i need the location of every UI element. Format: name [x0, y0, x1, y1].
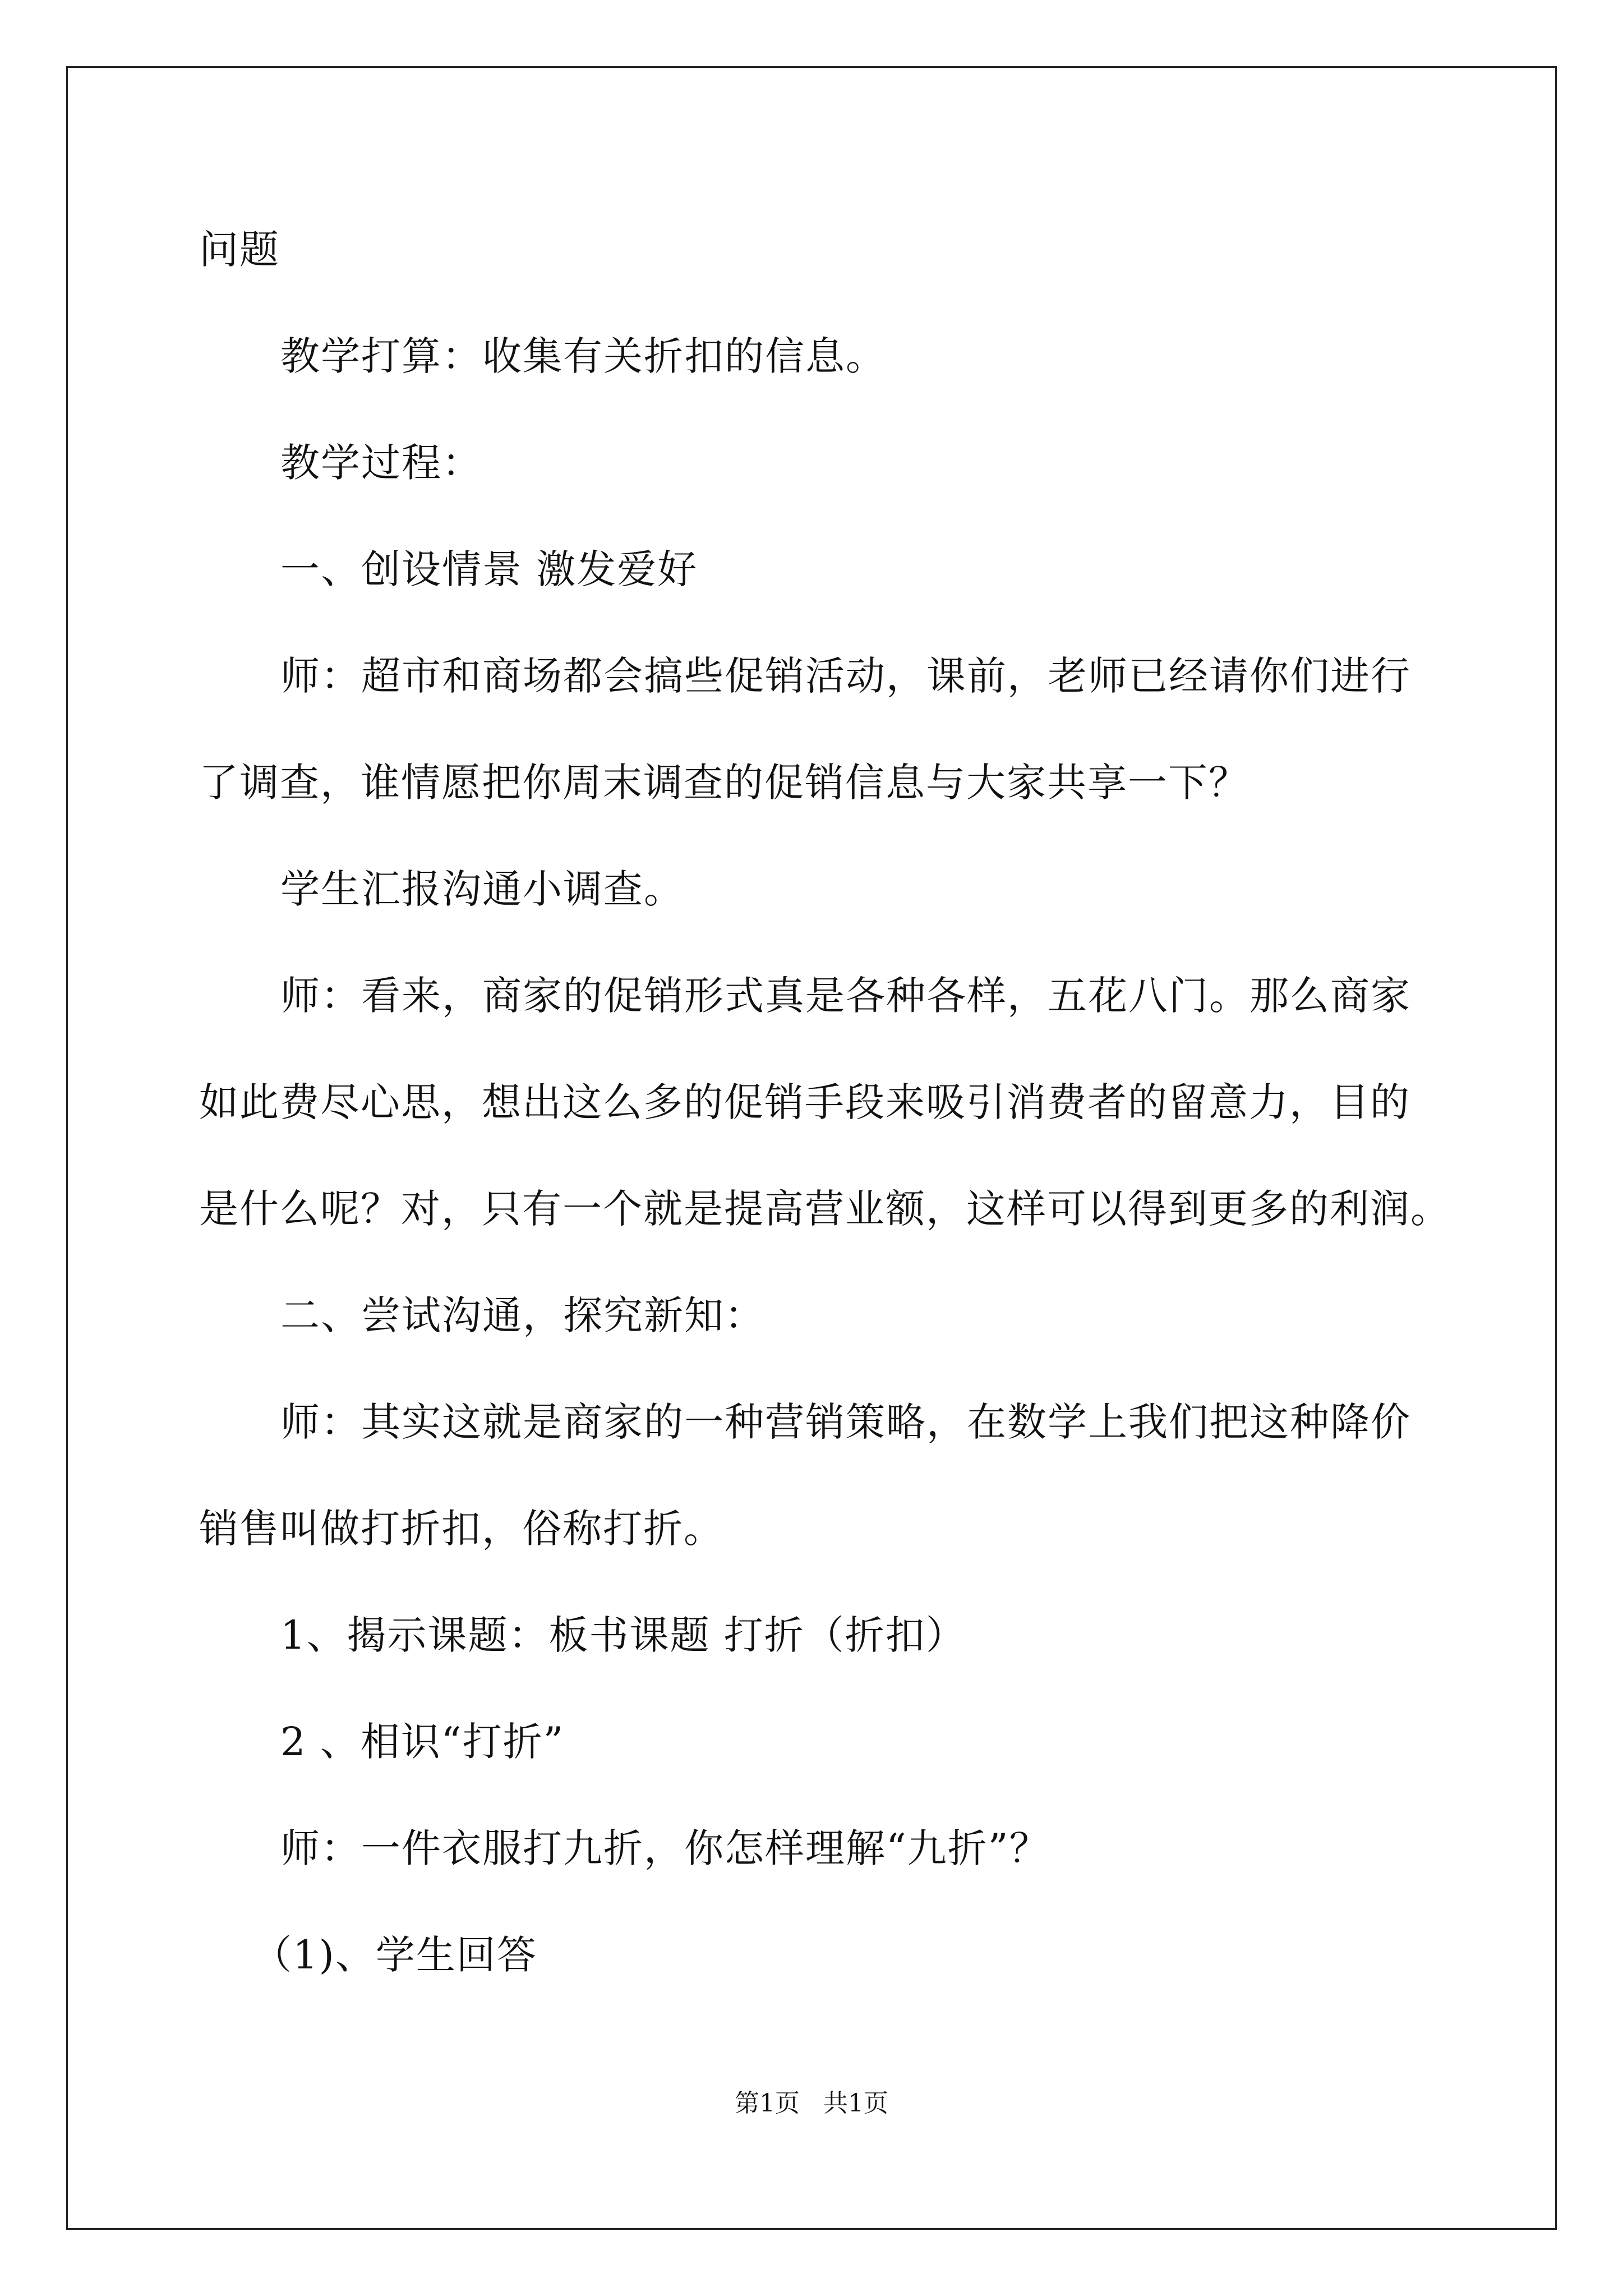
page-border	[66, 66, 1557, 2230]
text-line-9: 如此费尽心思，想出这么多的促销手段来吸引消费者的留意力，目的	[199, 1079, 1410, 1125]
section-heading-2: 二、尝试沟通，探究新知：	[280, 1292, 765, 1338]
text-line-10: 是什么呢？对，只有一个就是提高营业额，这样可以得到更多的利润。	[199, 1186, 1451, 1232]
text-line-13: 销售叫做打折扣，俗称打折。	[199, 1506, 724, 1552]
text-line-8: 师：看来，商家的促销形式真是各种各样，五花八门。那么商家	[280, 973, 1411, 1019]
text-line-3: 教学过程：	[280, 440, 482, 486]
text-line-1: 问题	[199, 227, 280, 273]
text-line-14: 1、揭示课题：板书课题 打折（折扣）	[280, 1612, 966, 1658]
text-line-7: 学生汇报沟通小调查。	[280, 866, 684, 912]
text-line-15: 2 、相识“打折”	[280, 1719, 565, 1765]
section-heading-1: 一、创设情景 激发爱好	[280, 546, 698, 592]
text-line-6: 了调查，谁情愿把你周末调查的促销信息与大家共享一下？	[199, 760, 1249, 806]
text-line-5: 师：超市和商场都会搞些促销活动，课前，老师已经请你们进行	[280, 653, 1411, 699]
page-footer: 第1页 共1页	[735, 2089, 888, 2118]
text-line-16: 师：一件衣服打九折，你怎样理解“九折”？	[280, 1825, 1050, 1871]
text-line-12: 师：其实这就是商家的一种营销策略，在数学上我们把这种降价	[280, 1399, 1411, 1445]
text-line-2: 教学打算：收集有关折扣的信息。	[280, 333, 886, 379]
text-line-17: （1)、学生回答	[252, 1932, 537, 1978]
